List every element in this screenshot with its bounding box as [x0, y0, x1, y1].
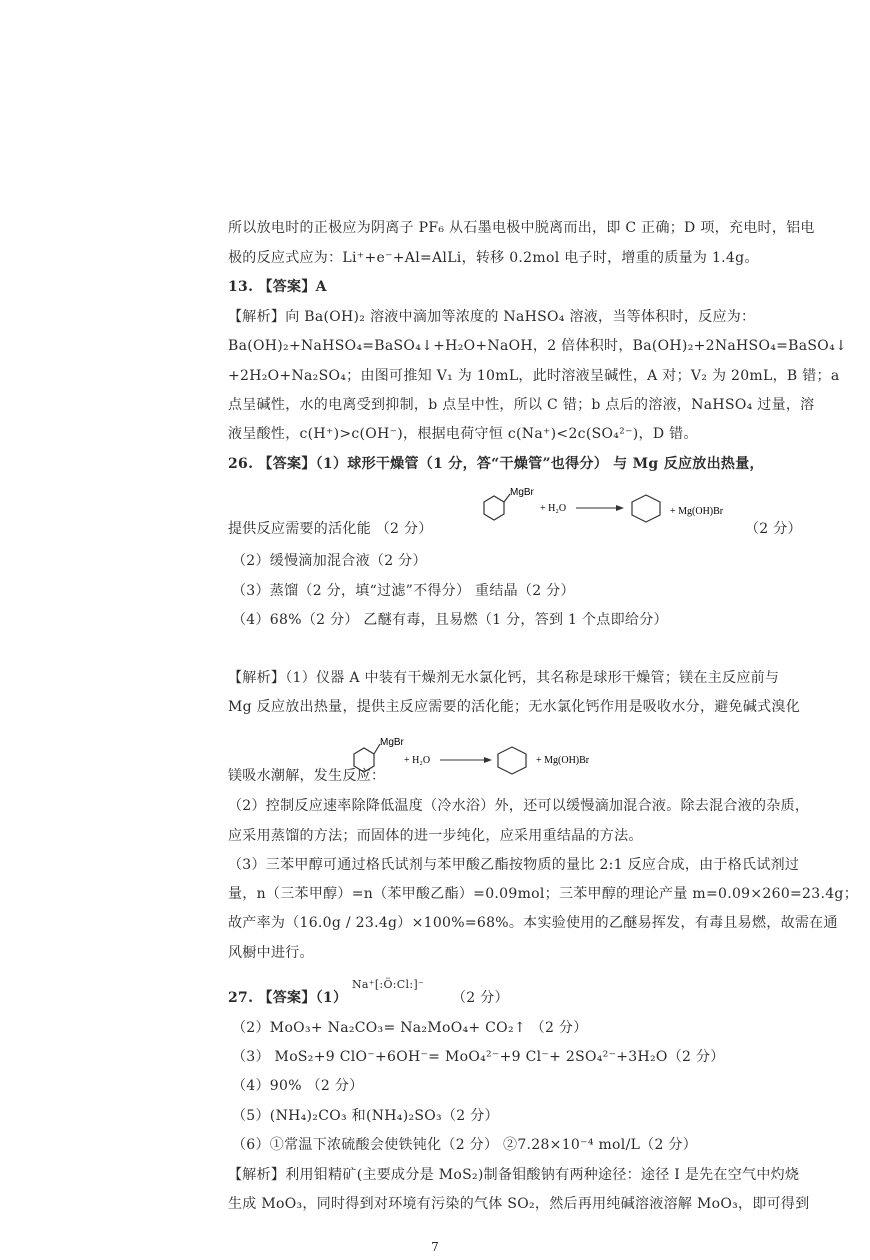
text-line: （2）缓慢滴加混合液（2 分）: [232, 553, 427, 569]
text-line: （6）①常温下浓硫酸会使铁钝化（2 分） ②7.28×10⁻⁴ mol/L（2 分）: [232, 1137, 698, 1153]
text-line: 液呈酸性，c(H⁺)>c(OH⁻)，根据电荷守恒 c(Na⁺)<2c(SO₄²⁻)，D 错。: [228, 426, 698, 442]
text-line: （3） MoS₂+9 ClO⁻+6OH⁻= MoO₄²⁻+9 Cl⁻+ 2SO₄²⁻+3H₂O（2 分）: [232, 1049, 725, 1065]
text-line: 所以放电时的正极应为阴离子 PF₆ 从石墨电极中脱离而出，即 C 正确；D 项，充电时，铝电: [228, 220, 815, 236]
text-line: （2）控制反应速率除降低温度（冷水浴）外，还可以缓慢滴加混合液。除去混合液的杂质，: [228, 798, 810, 814]
text-line: （2）MoO₃+ Na₂CO₃= Na₂MoO₄+ CO₂↑ （2 分）: [232, 1020, 588, 1036]
score-note: （2 分）: [452, 990, 509, 1006]
answer-heading-13: 13. 【答案】A: [228, 279, 327, 295]
text-line: 【解析】（1）仪器 A 中装有干燥剂无水氯化钙，其名称是球形干燥管；镁在主反应前与: [228, 670, 780, 686]
text-line: 极的反应式应为：Li⁺+e⁻+Al=AlLi，转移 0.2mol 电子时，增重的质量为 1.4g。: [228, 250, 759, 266]
svg-text:+ H₂O: + H₂O: [540, 503, 567, 514]
reaction-equation-1: [470, 480, 770, 528]
svg-text:MgBr: MgBr: [380, 737, 404, 748]
svg-text:+ H₂O: + H₂O: [404, 755, 431, 766]
reaction-diagram: [470, 480, 770, 528]
text-line: 点呈碱性，水的电离受到抑制，b 点呈中性，所以 C 错；b 点后的溶液，NaHSO₄ 过量，溶: [228, 397, 815, 413]
svg-text:+ Mg(OH)Br: + Mg(OH)Br: [670, 506, 724, 517]
text-line: （4）90% （2 分）: [232, 1078, 364, 1094]
text-line: 提供反应需要的活化能 （2 分）: [228, 521, 433, 537]
answer-heading-26: 26. 【答案】（1）球形干燥管（1 分，答“干燥管”也得分） 与 Mg 反应放出热量，: [228, 456, 764, 472]
text-line: （3）三苯甲醇可通过格氏试剂与苯甲酸乙酯按物质的量比 2:1 反应合成，由于格氏试剂过: [228, 857, 800, 873]
text-line: （4）68%（2 分） 乙醚有毒，且易燃（1 分，答到 1 个点即给分）: [232, 612, 668, 628]
text-line: 镁吸水潮解，发生反应：: [228, 768, 386, 784]
lewis-structure: Na⁺[:Ö:Cl:]⁻: [352, 978, 425, 991]
text-line: 【解析】向 Ba(OH)₂ 溶液中滴加等浓度的 NaHSO₄ 溶液，当等体积时，反应为：: [228, 309, 756, 325]
svg-text:+ Mg(OH)Br: + Mg(OH)Br: [536, 755, 590, 766]
text-line: （5）(NH₄)₂CO₃ 和(NH₄)₂SO₃（2 分）: [232, 1108, 499, 1124]
answer-heading-27: 27. 【答案】（1）: [228, 990, 348, 1006]
text-line: 故产率为（16.0g / 23.4g）×100%=68%。本实验使用的乙醚易挥发，有毒且易燃，故需在通: [228, 915, 838, 931]
text-line: 应采用蒸馏的方法；而固体的进一步纯化，应采用重结晶的方法。: [228, 828, 643, 844]
text-line: 生成 MoO₃，同时得到对环境有污染的气体 SO₂，然后再用纯碱溶液溶解 MoO₃，即可得到: [228, 1196, 810, 1212]
text-line: Mg 反应放出热量，提供主反应需要的活化能；无水氯化钙作用是吸收水分，避免碱式溴化: [228, 699, 801, 715]
text-line: （3）蒸馏（2 分，填“过滤”不得分） 重结晶（2 分）: [232, 583, 575, 599]
text-line: Ba(OH)₂+NaHSO₄=BaSO₄↓+H₂O+NaOH，2 倍体积时，Ba(OH)₂+2NaHSO₄=BaSO₄↓: [228, 338, 848, 354]
text-line: 量，n（三苯甲醇）=n（苯甲酸乙酯）=0.09mol；三苯甲醇的理论产量 m=0.09×260=23.4g；: [228, 886, 858, 902]
text-line: 风橱中进行。: [228, 945, 314, 961]
text-line: +2H₂O+Na₂SO₄；由图可推知 V₁ 为 10mL，此时溶液呈碱性，A 对；V₂ 为 20mL，B 错；a: [228, 368, 840, 384]
page-number: 7: [431, 1240, 439, 1254]
svg-text:MgBr: MgBr: [510, 487, 534, 498]
text-line: 【解析】利用钼精矿(主要成分是 MoS₂)制备钼酸钠有两种途径：途径 I 是先在空气中灼烧: [228, 1167, 800, 1183]
score-note: （2 分）: [745, 521, 802, 537]
